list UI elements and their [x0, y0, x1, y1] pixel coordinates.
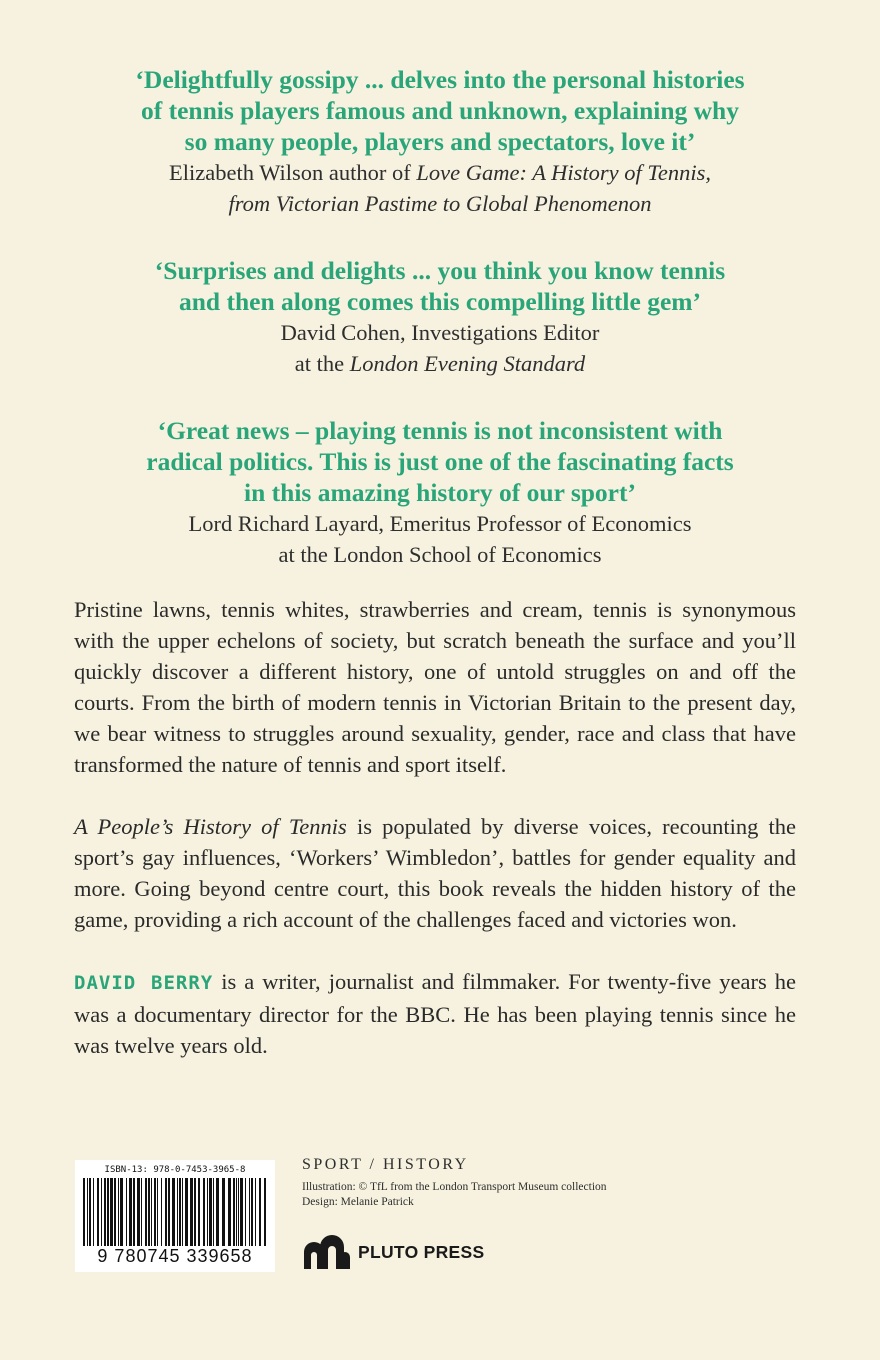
barcode-bars: [83, 1178, 267, 1246]
barcode-bar: [182, 1178, 183, 1246]
barcode-bar: [83, 1178, 85, 1246]
barcode-bar: [238, 1178, 239, 1246]
author-bio: DAVID BERRY is a writer, journalist and filmmaker. For twenty-five years he was a documentary director for the BBC. He has been playing tennis since he was twelve years old.: [74, 969, 796, 1058]
quote-attribution: Elizabeth Wilson author of Love Game: A History of Tennis, from Victorian Pastime to Global Phenomenon: [169, 160, 711, 216]
barcode-bar: [209, 1178, 212, 1246]
quote-text: ‘Delightfully gossipy ... delves into the personal histories of tennis players famous and unknown, explaining why so many people, players and spectators, love it’: [135, 65, 745, 156]
barcode-bar: [249, 1178, 250, 1246]
barcode-bar: [93, 1178, 94, 1246]
barcode-bar: [251, 1178, 253, 1246]
barcode-digits: 9 780745 339658: [97, 1246, 253, 1266]
category-label: SPORT / HISTORY: [302, 1156, 469, 1173]
barcode-bar: [114, 1178, 116, 1246]
quote-attribution: David Cohen, Investigations Editor at the London Evening Standard: [280, 320, 600, 376]
publisher-name: PLUTO PRESS: [358, 1241, 485, 1262]
quote-text: ‘Great news – playing tennis is not inconsistent with radical politics. This is just one of the fascinating facts in this amazing history of our sport’: [146, 416, 734, 507]
isbn-label: ISBN-13: 978-0-7453-3965-8: [104, 1165, 246, 1175]
design-credit: Design: Melanie Patrick: [302, 1196, 414, 1208]
blurb-body: [74, 594, 796, 1092]
blurb-paragraph: Pristine lawns, tennis whites, strawberries and cream, tennis is synonymous with the upper echelons of society, but scratch beneath the surface and you’ll quickly discover a different history, one of untold struggles on and off the courts. From the birth of modern tennis in Victorian Britain to the present day, we bear witness to struggles around sexuality, gender, race and class that have transformed the nature of tennis and sport itself.: [74, 597, 796, 777]
barcode-bar: [137, 1178, 140, 1246]
barcode-bar: [207, 1178, 208, 1246]
barcode-bar: [216, 1178, 219, 1246]
book-title: A People’s History of Tennis: [74, 814, 347, 839]
imprint: [302, 1155, 822, 1262]
barcode-bar: [190, 1178, 193, 1246]
barcode-bar: [129, 1178, 132, 1246]
barcode-bar: [151, 1178, 152, 1246]
barcode-bar: [172, 1178, 175, 1246]
barcode-bar: [120, 1178, 123, 1246]
barcode-bar: [118, 1178, 119, 1246]
barcode-bar: [198, 1178, 200, 1246]
author-name: DAVID BERRY: [74, 972, 214, 994]
barcode-bar: [161, 1178, 162, 1246]
barcode-bar: [185, 1178, 188, 1246]
barcode-bar: [179, 1178, 181, 1246]
barcode-bar: [126, 1178, 127, 1246]
barcode-bar: [194, 1178, 196, 1246]
barcode-bar: [89, 1178, 91, 1246]
barcode-bar: [104, 1178, 106, 1246]
barcode: [75, 1160, 275, 1272]
credits: [302, 1180, 822, 1210]
barcode-bar: [255, 1178, 256, 1246]
barcode-bar: [145, 1178, 147, 1246]
barcode-bar: [233, 1178, 235, 1246]
barcode-bar: [222, 1178, 225, 1246]
review-quotes: [0, 64, 880, 606]
barcode-bar: [157, 1178, 158, 1246]
illustration-credit: Illustration: © TfL from the London Transport Museum collection: [302, 1181, 607, 1193]
pluto-press-logo-icon: [302, 1235, 350, 1269]
barcode-bar: [264, 1178, 266, 1246]
review-quote-1: [0, 64, 880, 219]
barcode-bar: [168, 1178, 170, 1246]
barcode-bar: [177, 1178, 178, 1246]
review-quote-3: [0, 415, 880, 570]
barcode-bar: [228, 1178, 231, 1246]
barcode-bar: [141, 1178, 142, 1246]
barcode-bar: [101, 1178, 102, 1246]
barcode-bar: [213, 1178, 214, 1246]
barcode-bar: [97, 1178, 99, 1246]
blurb-paragraph: A People’s History of Tennis is populated by diverse voices, recounting the sport’s gay influences, ‘Workers’ Wimbledon’, battles for gender equality and more. Going beyond centre court, this book reveals the hidden history of the game, providing a rich account of the challenges faced and victories won.: [74, 814, 796, 932]
quote-attribution: Lord Richard Layard, Emeritus Professor of Economics at the London School of Economics: [188, 511, 692, 567]
barcode-bar: [107, 1178, 109, 1246]
quote-text: ‘Surprises and delights ... you think you know tennis and then along comes this compelling little gem’: [154, 256, 726, 316]
barcode-bar: [110, 1178, 113, 1246]
barcode-bar: [87, 1178, 88, 1246]
publisher: [302, 1235, 484, 1269]
barcode-bar: [245, 1178, 246, 1246]
barcode-bar: [259, 1178, 261, 1246]
barcode-bar: [236, 1178, 237, 1246]
review-quote-2: [0, 255, 880, 379]
barcode-bar: [133, 1178, 135, 1246]
barcode-bar: [240, 1178, 243, 1246]
barcode-bar: [148, 1178, 150, 1246]
barcode-bar: [165, 1178, 167, 1246]
barcode-bar: [154, 1178, 156, 1246]
barcode-bar: [203, 1178, 205, 1246]
